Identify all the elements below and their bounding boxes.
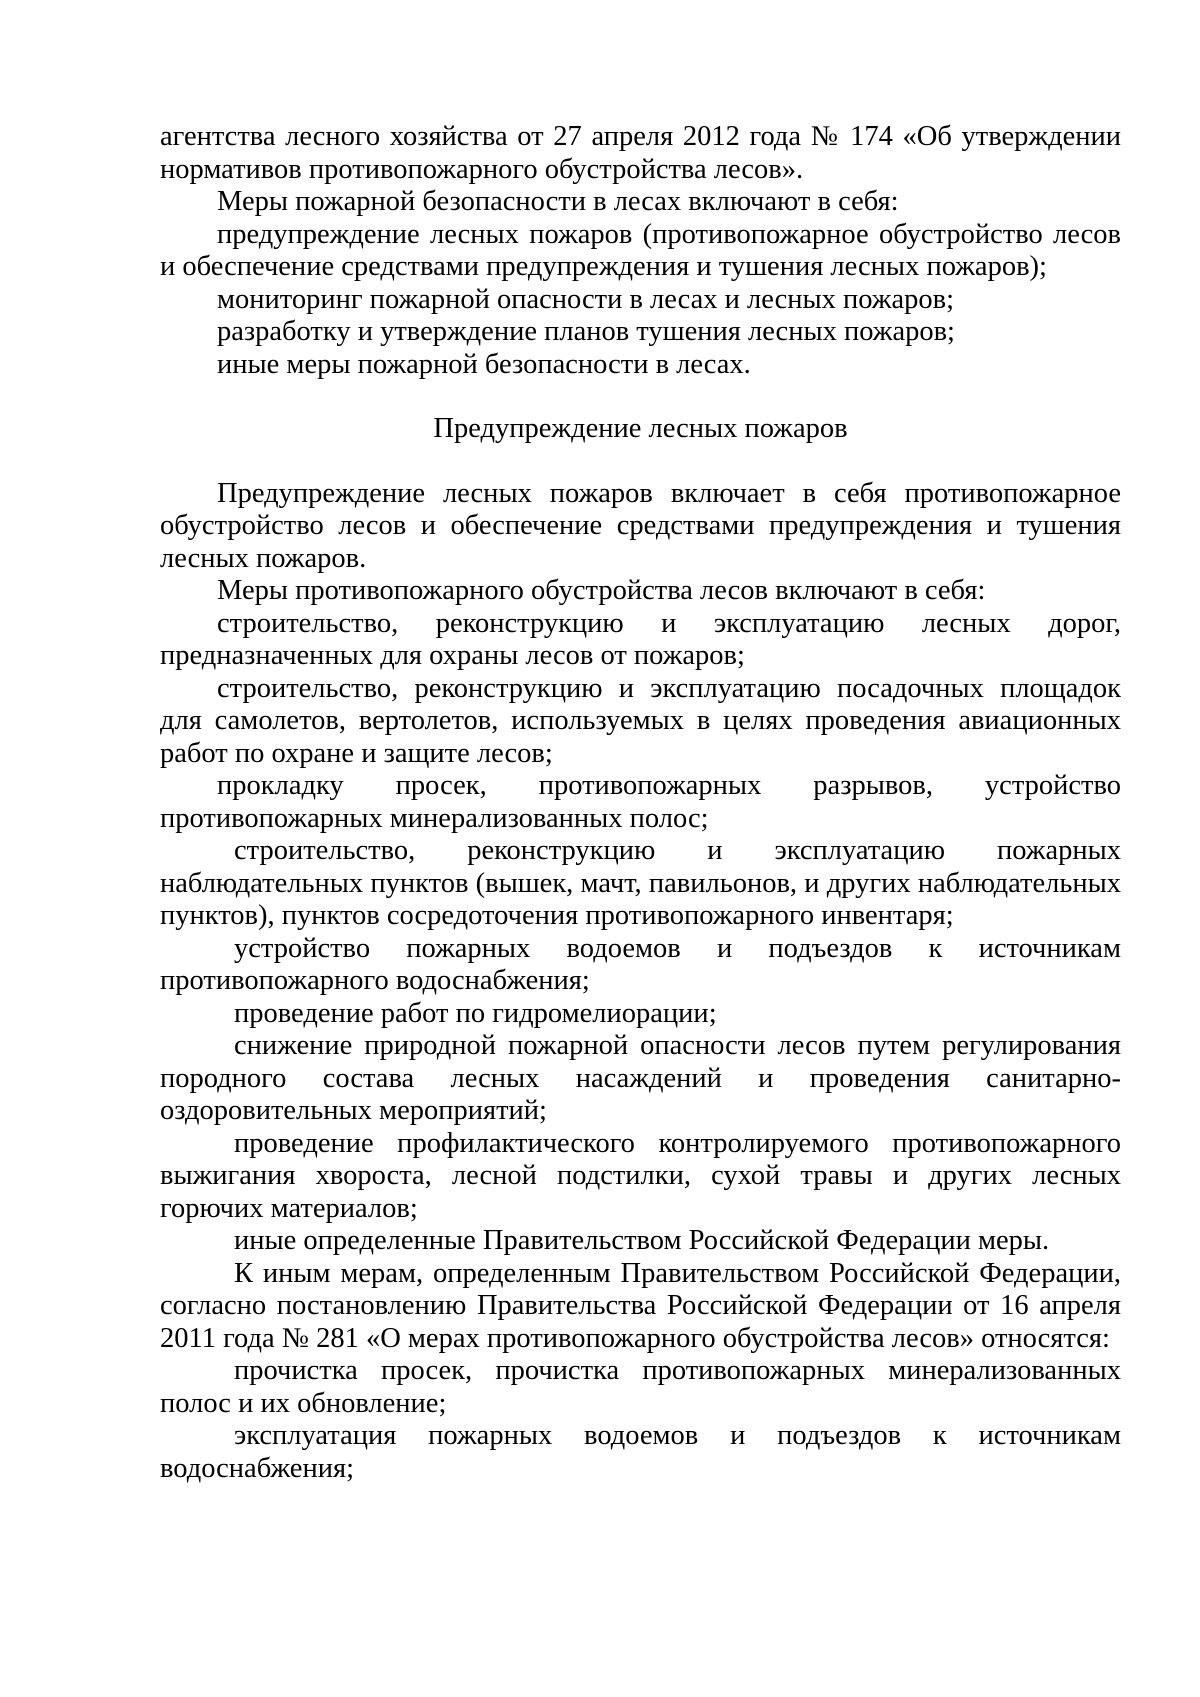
list-item-natural-fire-hazard-reduction: снижение природной пожарной опасности лесов путем регулирования породного состава лесных насаждений и проведения санитарно-оздоровительных мероприятий; — [160, 1030, 1121, 1126]
list-item-monitoring: мониторинг пожарной опасности в лесах и лесных пожаров; — [217, 283, 955, 315]
document-body — [160, 121, 1121, 1485]
list-item-other-measures: иные меры пожарной безопасности в лесах. — [217, 348, 751, 380]
list-item-fire-reservoirs: устройство пожарных водоемов и подъездов к источникам противопожарного водоснабжения; — [160, 932, 1121, 996]
list-item-fire-prevention: предупреждение лесных пожаров (противопожарное обустройство лесов и обеспечение средствами предупреждения и тушения лесных пожаров); — [160, 218, 1121, 282]
list-item-hydromelioration: проведение работ по гидромелиорации; — [234, 997, 717, 1029]
list-item-landing-sites: строительство, реконструкцию и эксплуатацию посадочных площадок для самолетов, вертолетов, используемых в целях проведения авиационных работ по охране и защите лесов; — [160, 672, 1121, 769]
section-heading: Предупреждение лесных пожаров — [433, 413, 848, 444]
paragraph-fire-safety-measures-intro: Меры пожарной безопасности в лесах включают в себя: — [217, 186, 899, 217]
list-item-extinguishing-plans: разработку и утверждение планов тушения лесных пожаров; — [217, 316, 955, 347]
list-item-government-measures: иные определенные Правительством Российской Федерации меры. — [234, 1225, 1050, 1256]
list-item-observation-points: строительство, реконструкцию и эксплуатацию пожарных наблюдательных пунктов (вышек, мачт, павильонов, и других наблюдательных пунктов), пунктов сосредоточения противопожарного инвентаря; — [160, 835, 1121, 931]
list-item-forest-roads: строительство, реконструкцию и эксплуатацию лесных дорог, предназначенных для охраны лесов от пожаров; — [160, 607, 1121, 671]
paragraph-order-reference: агентства лесного хозяйства от 27 апреля 2012 года № 174 «Об утверждении нормативов противопожарного обустройства лесов». — [160, 121, 1121, 185]
paragraph-resolution-281: К иным мерам, определенным Правительством Российской Федерации, согласно постановлению Правительства Российской Федерации от 16 апреля 2011 года № 281 «О мерах противопожарного обустройства лесов» относятся: — [160, 1257, 1121, 1354]
list-item-clearing-maintenance: прочистка просек, прочистка противопожарных минерализованных полос и их обновление; — [160, 1355, 1121, 1419]
list-item-reservoir-operation: эксплуатация пожарных водоемов и подъездов к источникам водоснабжения; — [160, 1420, 1121, 1484]
list-item-clearings: прокладку просек, противопожарных разрывов, устройство противопожарных минерализованных полос; — [160, 770, 1121, 834]
paragraph-prevention-definition: Предупреждение лесных пожаров включает в себя противопожарное обустройство лесов и обеспечение средствами предупреждения и тушения лесных пожаров. — [160, 477, 1121, 574]
paragraph-arrangement-measures-intro: Меры противопожарного обустройства лесов включают в себя: — [217, 575, 986, 606]
list-item-controlled-burning: проведение профилактического контролируемого противопожарного выжигания хвороста, лесной подстилки, сухой травы и других лесных горючих материалов; — [160, 1127, 1121, 1224]
